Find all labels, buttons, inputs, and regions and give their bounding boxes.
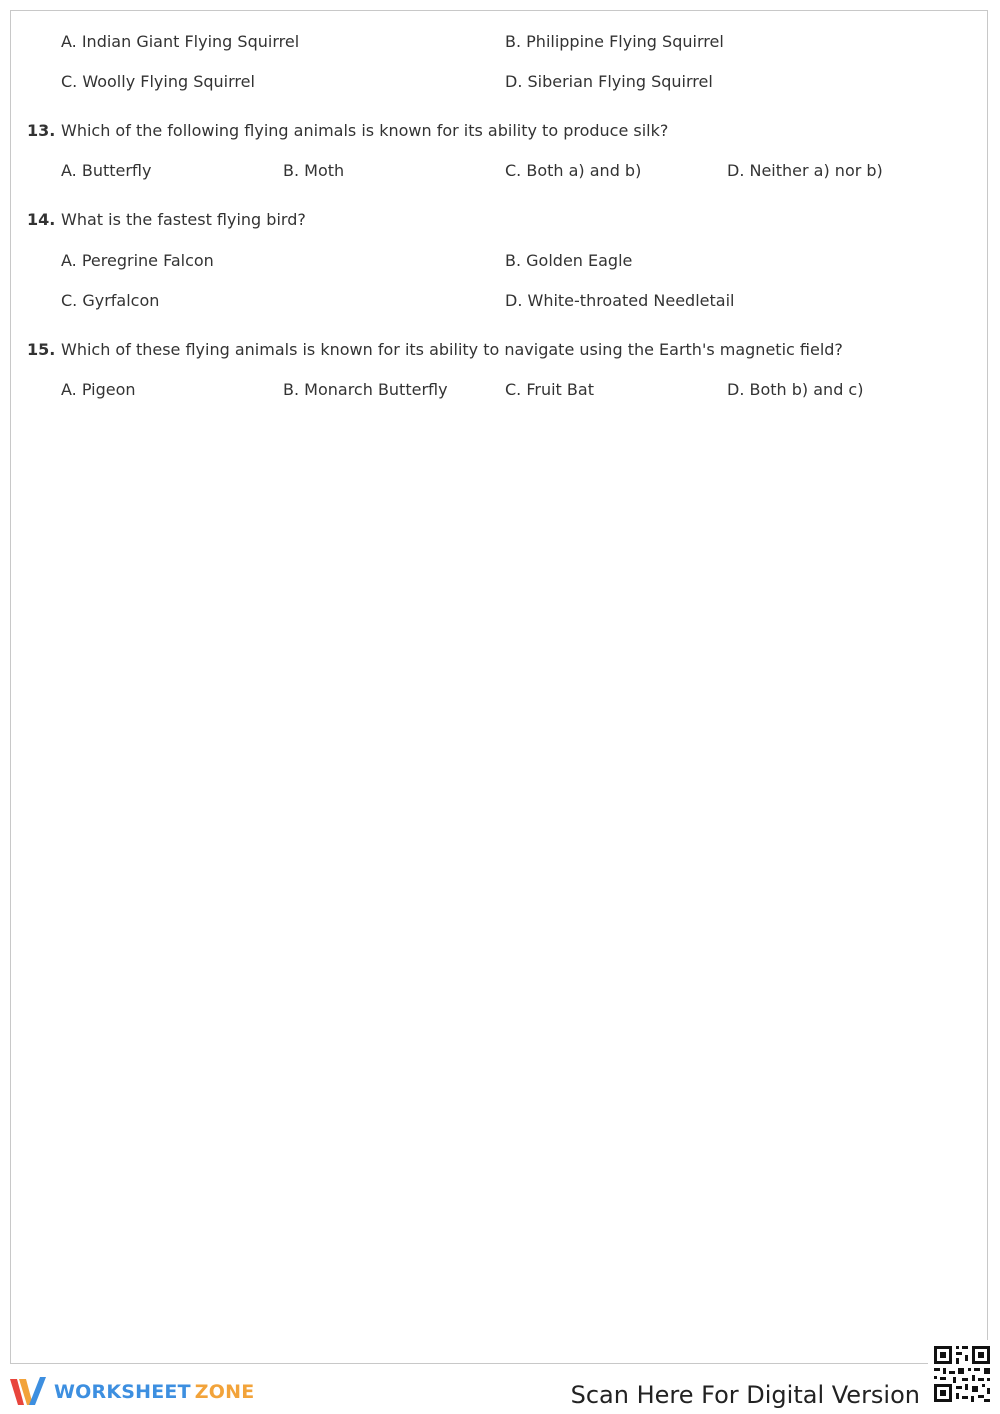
worksheetzone-w-icon bbox=[8, 1375, 48, 1409]
q14-option-d[interactable]: D. White-throated Needletail bbox=[505, 291, 735, 310]
q13-number: 13. bbox=[27, 121, 56, 140]
q13-option-d[interactable]: D. Neither a) nor b) bbox=[727, 161, 883, 180]
scan-instruction: Scan Here For Digital Version bbox=[570, 1381, 920, 1409]
qr-code-icon[interactable] bbox=[928, 1340, 996, 1408]
q15-option-a[interactable]: A. Pigeon bbox=[61, 380, 136, 399]
q15-option-b[interactable]: B. Monarch Butterfly bbox=[283, 380, 448, 399]
q13-text: Which of the following flying animals is known for its ability to produce silk? bbox=[61, 121, 669, 140]
logo-wordmark bbox=[54, 1381, 254, 1403]
q15-text: Which of these flying animals is known for its ability to navigate using the Earth's magnetic field? bbox=[61, 340, 843, 359]
q13-option-b[interactable]: B. Moth bbox=[283, 161, 345, 180]
q14-number: 14. bbox=[27, 210, 56, 229]
logo-text-zone: ZONE bbox=[194, 1381, 255, 1403]
q15-option-c[interactable]: C. Fruit Bat bbox=[505, 380, 594, 399]
q13-option-a[interactable]: A. Butterfly bbox=[61, 161, 152, 180]
q12-option-a[interactable]: A. Indian Giant Flying Squirrel bbox=[61, 32, 300, 51]
q15-option-d[interactable]: D. Both b) and c) bbox=[727, 380, 864, 399]
q14-text: What is the fastest flying bird? bbox=[61, 210, 306, 229]
q12-option-c[interactable]: C. Woolly Flying Squirrel bbox=[61, 72, 255, 91]
q14-option-b[interactable]: B. Golden Eagle bbox=[505, 251, 633, 270]
q13-option-c[interactable]: C. Both a) and b) bbox=[505, 161, 642, 180]
worksheetzone-logo[interactable] bbox=[8, 1374, 254, 1410]
q12-option-b[interactable]: B. Philippine Flying Squirrel bbox=[505, 32, 724, 51]
q12-option-d[interactable]: D. Siberian Flying Squirrel bbox=[505, 72, 713, 91]
q14-option-a[interactable]: A. Peregrine Falcon bbox=[61, 251, 214, 270]
logo-text-worksheet: WORKSHEET bbox=[54, 1381, 191, 1403]
q14-option-c[interactable]: C. Gyrfalcon bbox=[61, 291, 160, 310]
q15-number: 15. bbox=[27, 340, 56, 359]
